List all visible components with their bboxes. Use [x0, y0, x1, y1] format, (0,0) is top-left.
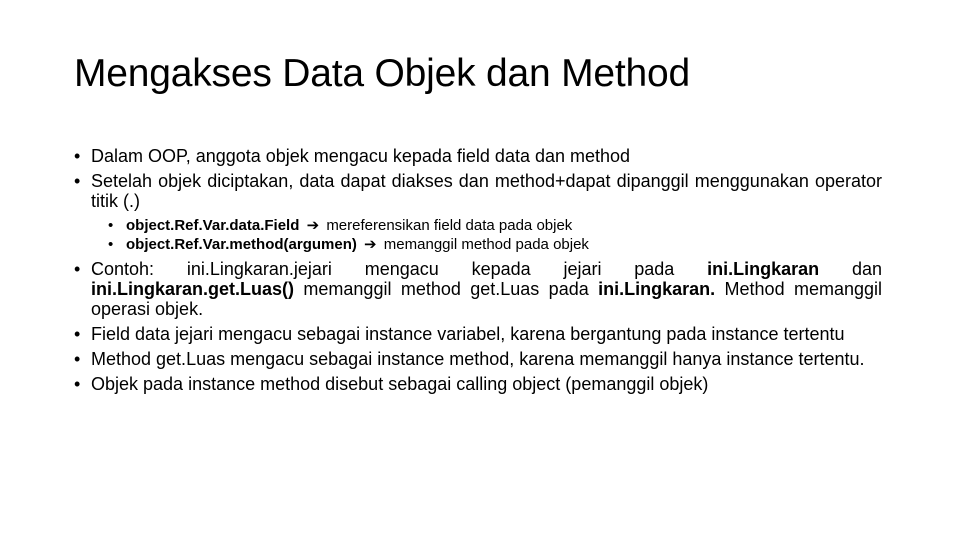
- bullet-dot-operator: [74, 171, 882, 211]
- slide-content: [74, 146, 882, 399]
- bullet-instance-variable: [74, 324, 882, 344]
- bullet-oop-members: [74, 146, 882, 166]
- bullet-text: Field data jejari mengacu sebagai instance variabel, karena bergantung pada instance tertentu: [91, 324, 845, 344]
- code-method-call: object.Ref.Var.method(argumen): [126, 236, 357, 253]
- example-text-4: Method memanggil operasi objek.: [91, 279, 882, 319]
- example-bold-1: ini.Lingkaran: [707, 259, 820, 279]
- sub-bullet-desc: mereferensikan field data pada objek: [326, 217, 573, 234]
- bullet-text: Objek pada instance method disebut sebagai calling object (pemanggil objek): [91, 374, 709, 394]
- bullet-instance-method: [74, 349, 882, 369]
- sub-bullet-list: [108, 216, 882, 254]
- right-arrow-icon: ➔: [364, 236, 377, 253]
- code-data-field: object.Ref.Var.data.Field: [126, 217, 300, 234]
- example-text-1: Contoh: ini.Lingkaran.jejari mengacu kepada jejari pada: [91, 259, 708, 279]
- sub-bullet-method: [108, 235, 882, 254]
- bullet-text: Dalam OOP, anggota objek mengacu kepada field data dan method: [91, 146, 631, 166]
- bullet-example: [74, 259, 882, 319]
- bullet-calling-object: [74, 374, 882, 394]
- sub-bullet-desc: memanggil method pada objek: [383, 236, 589, 253]
- example-text-3: memanggil method get.Luas pada: [294, 279, 599, 299]
- bullet-text: Setelah objek diciptakan, data dapat diakses dan method+dapat dipanggil menggunakan operator titik (.): [91, 171, 882, 211]
- right-arrow-icon: ➔: [306, 217, 320, 234]
- example-bold-2: ini.Lingkaran.get.Luas(): [91, 279, 295, 299]
- example-text-2: dan: [819, 259, 882, 279]
- bullet-text: Method get.Luas mengacu sebagai instance method, karena memanggil hanya instance tertentu.: [91, 349, 865, 369]
- example-bold-3: ini.Lingkaran.: [598, 279, 716, 299]
- slide-title: Mengakses Data Objek dan Method: [74, 52, 690, 95]
- sub-bullet-data-field: [108, 216, 882, 235]
